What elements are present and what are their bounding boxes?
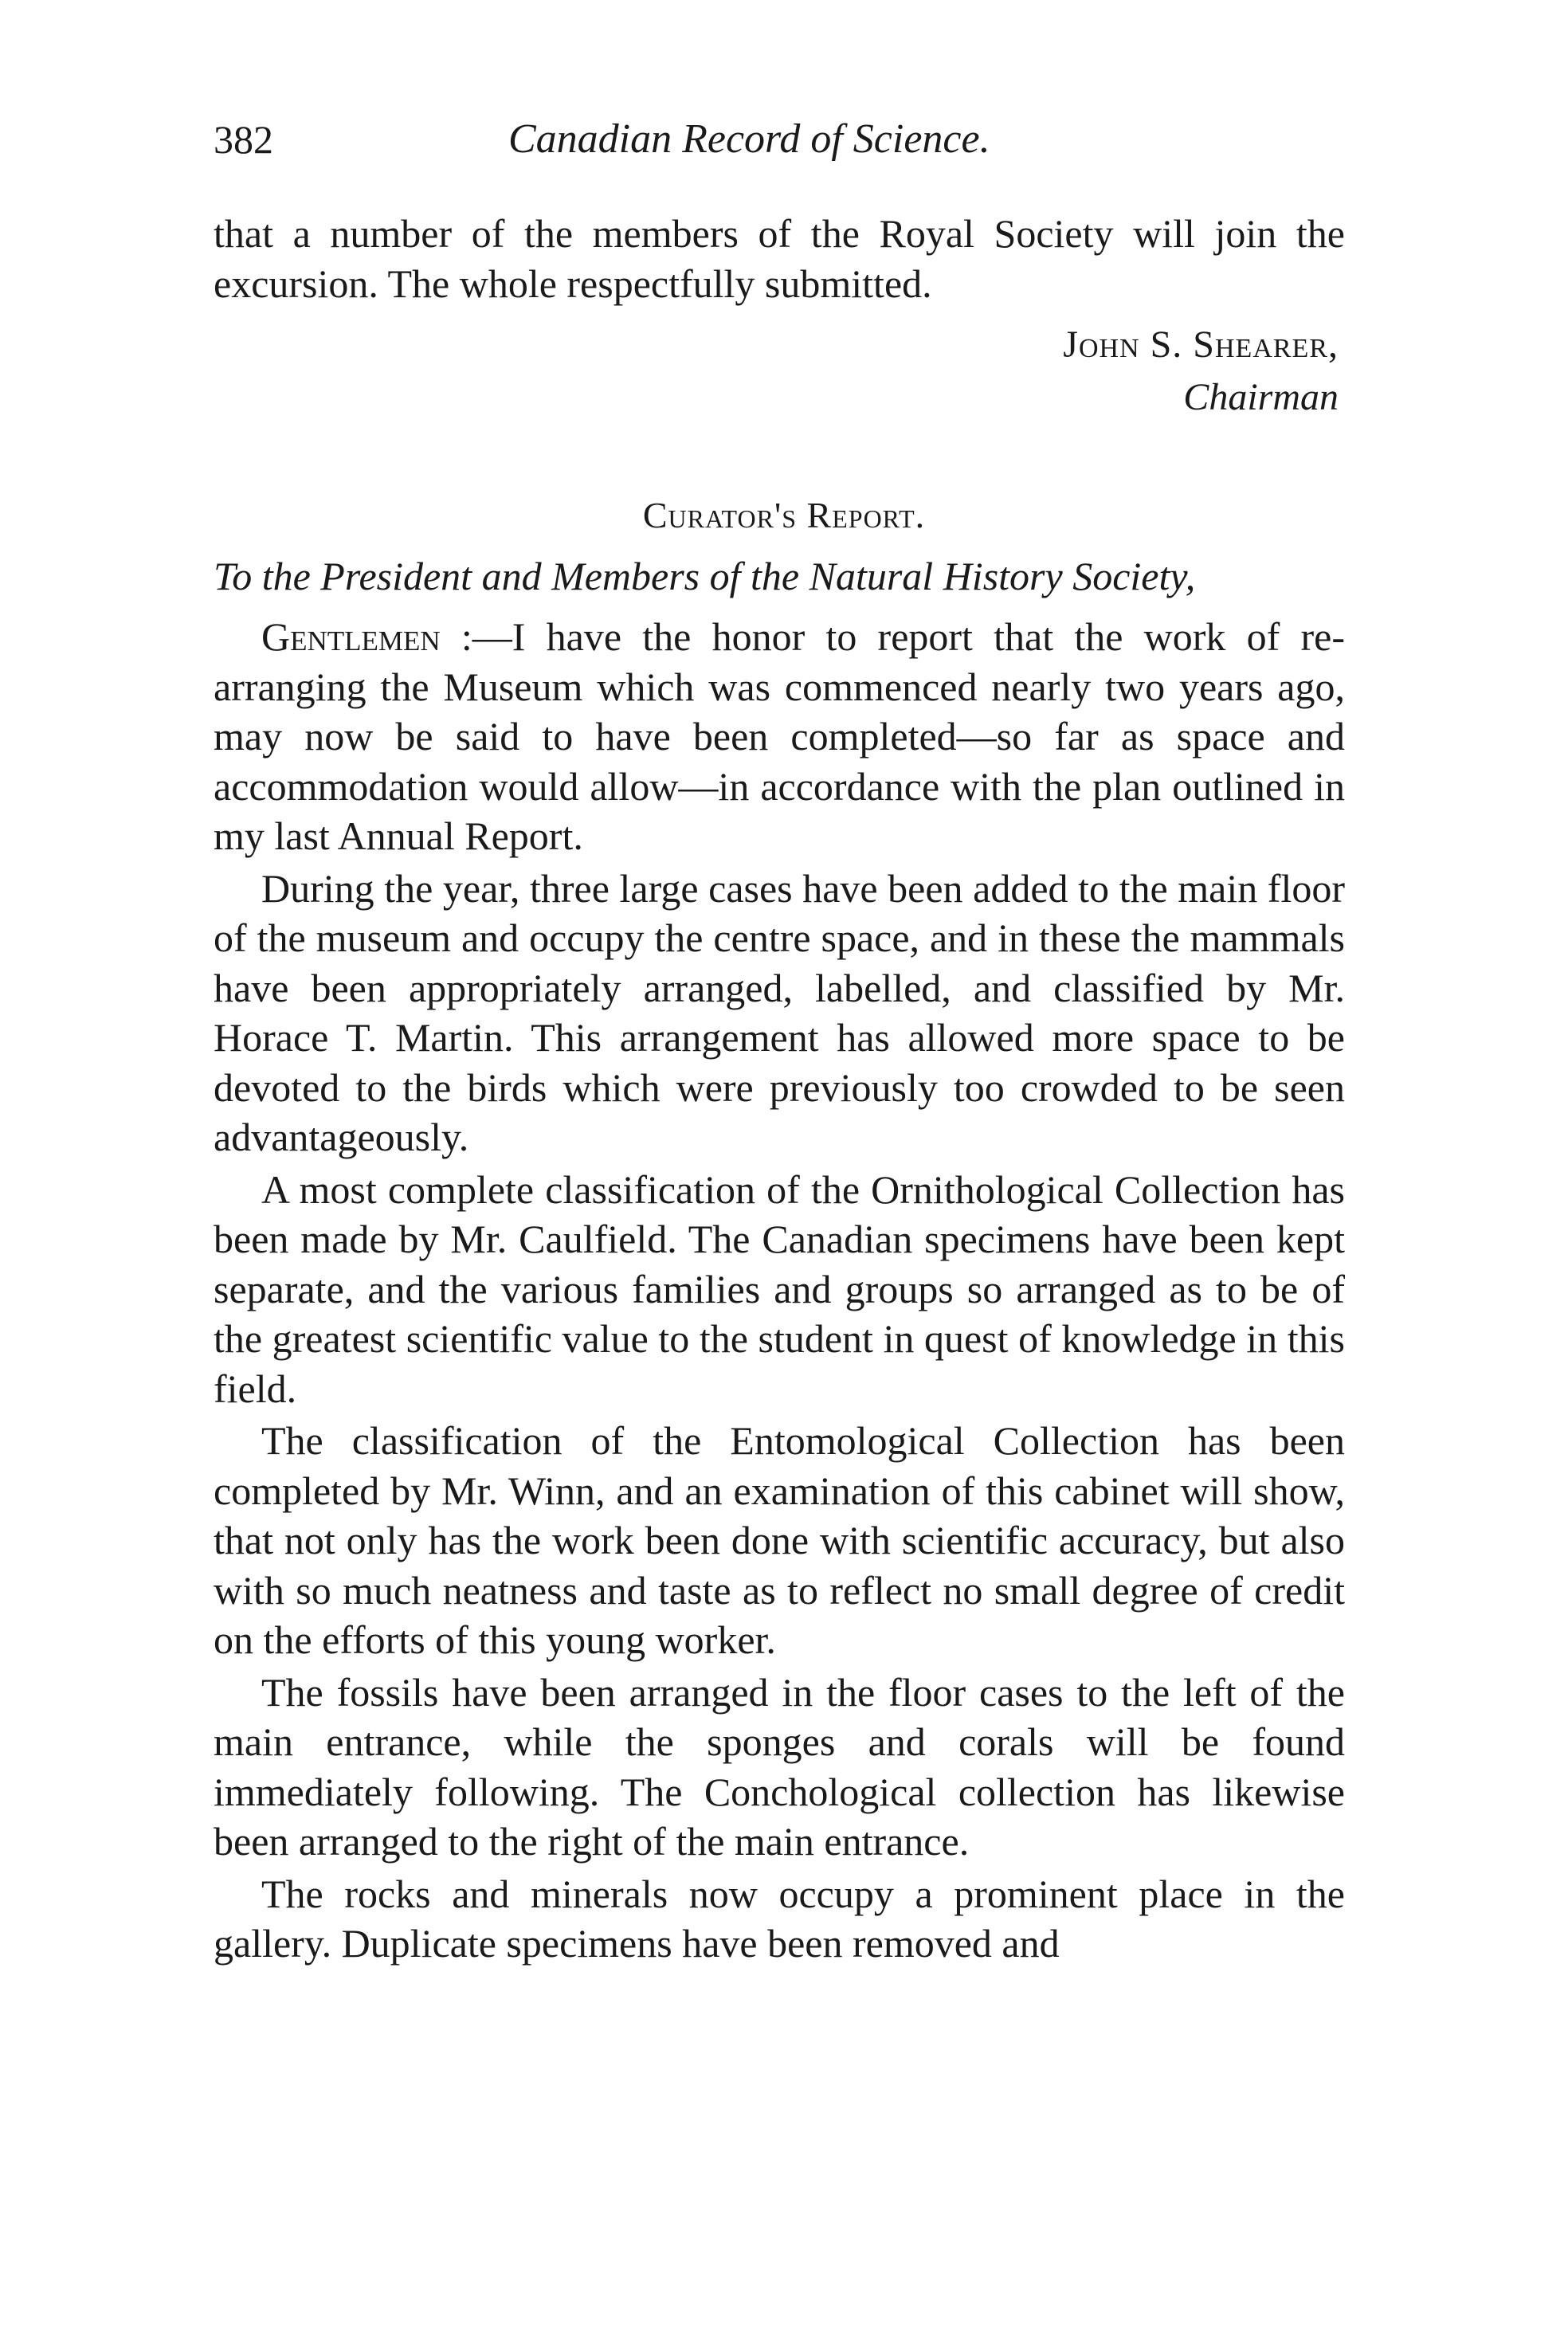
salute-word: Gentlemen — [261, 614, 441, 659]
report-heading: Curator's Report. — [642, 495, 926, 535]
running-head — [214, 112, 1345, 167]
report-paragraph: A most complete classification of the Ornithological Collection has been made by Mr. Caulfield. The Canadian specimens have been kept separate, and the various families and groups so arranged as to be of the greatest scientific value to the student in quest of knowledge in this field. — [214, 1166, 1345, 1411]
report-paragraph: The classification of the Entomological Collection has been completed by Mr. Winn, and an examination of this cabinet will show, that not only has the work been done with scientific accuracy, but also with so much neatness and taste as to reflect no small degree of credit on the efforts of this young worker. — [214, 1418, 1345, 1662]
intro-paragraph-block — [214, 209, 1345, 308]
report-paragraph — [214, 612, 1345, 861]
report-paragraph: During the year, three large cases have been added to the main floor of the museum and occupy the centre space, and in these the mammals have been appropriately arranged, labelled, and classified by Mr. Horace T. Martin. This arrangement has allowed more space to be devoted to the birds which were previously too crowded to be seen advantageously. — [214, 865, 1345, 1159]
salutation: To the President and Members of the Natural History Society, — [214, 554, 1196, 598]
signature-name: John S. Shearer, — [1063, 323, 1339, 366]
signature-title: Chairman — [1183, 376, 1339, 418]
page-number: 382 — [214, 117, 273, 162]
intro-paragraph: that a number of the members of the Royal Society will join the excursion. The whole respectfully submitted. — [214, 211, 1345, 306]
report-body — [214, 612, 1345, 1969]
report-paragraph: The fossils have been arranged in the floor cases to the left of the main entrance, while the sponges and corals will be found immediately following. The Conchological collection has likewise been arranged to the right of the main entrance. — [214, 1669, 1345, 1864]
signature-block — [1063, 319, 1339, 424]
report-paragraph: The rocks and minerals now occupy a prominent place in the gallery. Duplicate specimens have been removed and — [214, 1871, 1345, 1966]
running-title: Canadian Record of Science. — [508, 116, 990, 162]
report-paragraph-text: :—I have the honor to report that the work of re-arranging the Museum which was commenced nearly two years ago, may now be said to have been completed—so far as space and accommodation would allow—in accordance with the plan outlined in my last Annual Report. — [214, 614, 1345, 858]
